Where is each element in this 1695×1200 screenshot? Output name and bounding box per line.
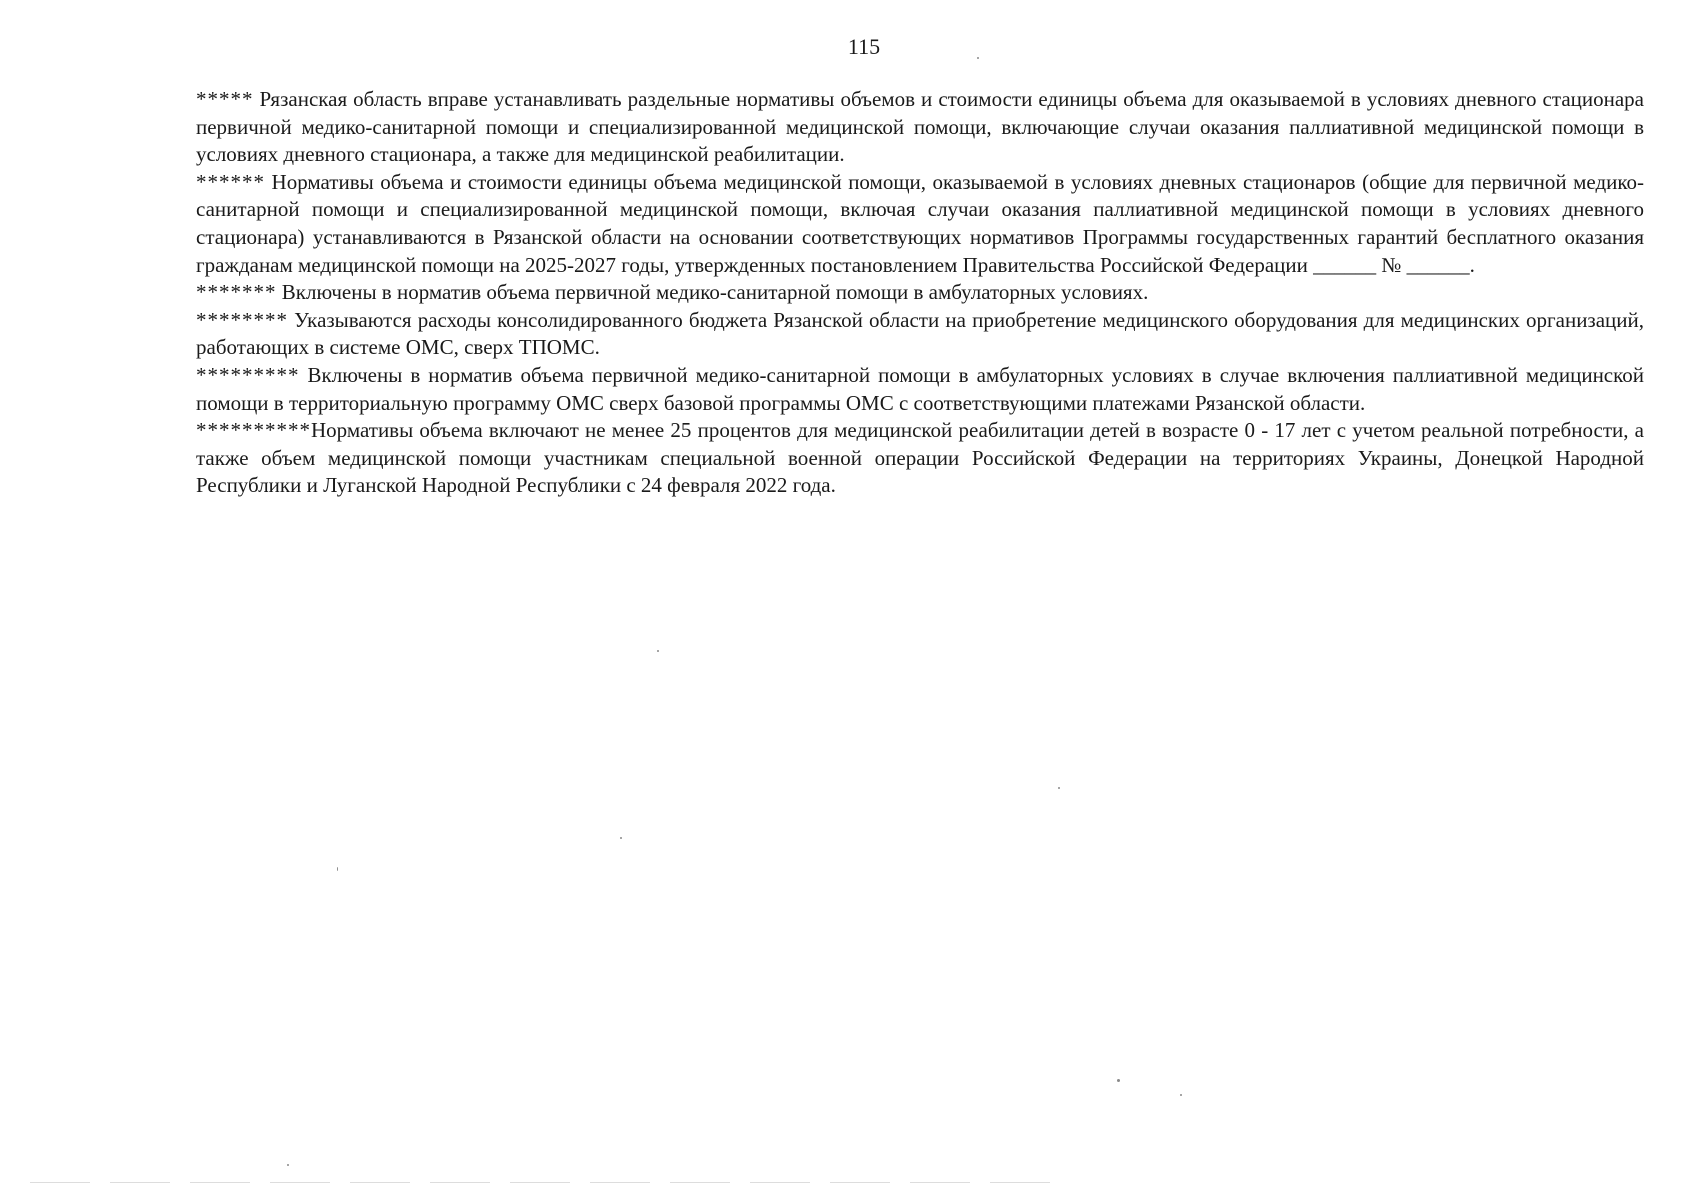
footnote-6 bbox=[196, 169, 1644, 279]
footnote-marker: ******** bbox=[196, 307, 288, 332]
scan-speck bbox=[620, 837, 622, 839]
footnote-text: Указываются расходы консолидированного бюджета Рязанской области на приобретение медицинского оборудования для медицинских организаций, работающих в системе ОМС, сверх ТПОМС. bbox=[196, 307, 1645, 360]
footnote-text: Рязанская область вправе устанавливать раздельные нормативы объемов и стоимости единицы объема для оказываемой в условиях дневного стационара первичной медико-санитарной помощи и специализированной медицинской помощи, включающие случаи оказания паллиативной медицинской помощи в условиях дневного стационара, а также для медицинской реабилитации. bbox=[196, 87, 1644, 167]
footnote-marker: ******* bbox=[196, 280, 277, 305]
scan-speck bbox=[337, 867, 338, 871]
scan-speck bbox=[1117, 1079, 1120, 1082]
footnote-text: Нормативы объема и стоимости единицы объема медицинской помощи, оказываемой в условиях дневных стационаров (общие для первичной медико-санитарной помощи и специализированной медицинской помощи, включая случаи оказания паллиативной медицинской помощи в условиях дневного стационара) устанавливаются в Рязанской области на основании соответствующих нормативов Программы государственных гарантий бесплатного оказания гражданам медицинской помощи на 2025-2027 годы, утвержденных постановлением Правительства Российской Федерации ______ № ______. bbox=[196, 169, 1645, 277]
page-number: 115 bbox=[847, 34, 881, 59]
footnote-text: Включены в норматив объема первичной медико-санитарной помощи в амбулаторных условиях. bbox=[281, 280, 1149, 305]
footnote-5 bbox=[196, 86, 1644, 169]
scan-speck bbox=[977, 57, 979, 59]
footnote-10 bbox=[196, 417, 1644, 500]
footnote-marker: ***** bbox=[196, 87, 254, 111]
footnote-text: Нормативы объема включают не менее 25 процентов для медицинской реабилитации детей в возрасте 0 - 17 лет с учетом реальной потребности, а также объем медицинской помощи участникам специальной военной операции Российской Федерации на территориях Украины, Донецкой Народной Республики и Луганской Народной Республики с 24 февраля 2022 года. bbox=[196, 418, 1644, 498]
scan-speck bbox=[657, 650, 659, 652]
footnotes-list bbox=[196, 86, 1644, 500]
footnote-marker: ********* bbox=[196, 362, 300, 387]
scan-edge-line bbox=[30, 1182, 1050, 1183]
scan-speck bbox=[1058, 787, 1060, 789]
footnote-8 bbox=[196, 307, 1644, 362]
scan-speck bbox=[287, 1164, 289, 1166]
footnote-9 bbox=[196, 362, 1644, 417]
footnote-marker: ****** bbox=[196, 169, 265, 194]
footnote-text: Включены в норматив объема первичной медико-санитарной помощи в амбулаторных условиях в случае включения паллиативной медицинской помощи в территориальную программу ОМС сверх базовой программы ОМС с соответствующими платежами Рязанской области. bbox=[196, 362, 1644, 415]
footnote-marker: ********** bbox=[196, 418, 311, 443]
scan-speck bbox=[1180, 1094, 1182, 1096]
footnote-7 bbox=[196, 279, 1644, 307]
